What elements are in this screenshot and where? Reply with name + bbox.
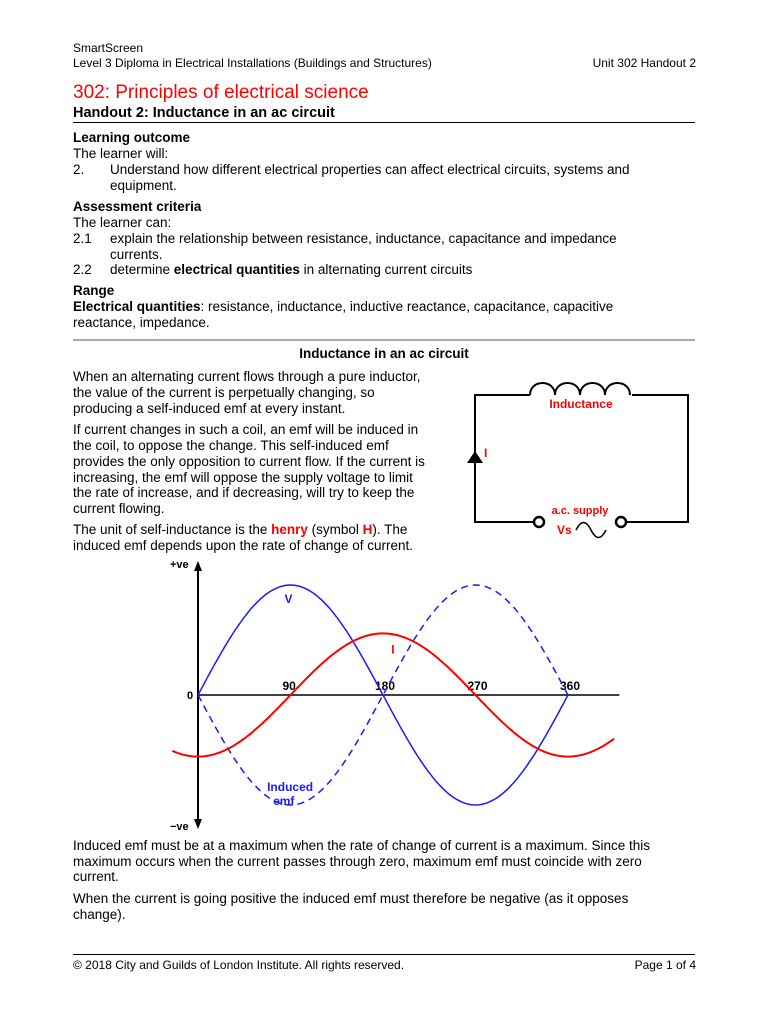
inductor-coil-icon (530, 383, 630, 395)
para2-line: the coil, to oppose the change. This self-induced emf (73, 438, 389, 453)
para2-line: current flowing. (73, 501, 165, 516)
outcome-number: 2. (73, 162, 85, 177)
x-tick-label: 360 (560, 679, 581, 693)
footer-page-number: Page 1 of 4 (634, 958, 696, 972)
para3-line2: induced emf depends upon the rate of change of current. (73, 538, 413, 553)
para2-line: increasing, the emf will oppose the supply voltage to limit (73, 470, 413, 485)
criterion-text-line1: explain the relationship between resistance, inductance, capacitance and impedance (110, 231, 617, 246)
electrical-quantities-term: electrical quantities (173, 262, 300, 277)
footer-rule (73, 954, 695, 955)
outcome-text-line2: equipment. (110, 178, 177, 193)
outcome-text-line1: Understand how different electrical properties can affect electrical circuits, systems and (110, 162, 630, 177)
para2-line: If current changes in such a coil, an emf will be induced in (73, 422, 419, 437)
voltage-series-label: V (284, 592, 293, 606)
para2-line: provides the only opposition to current flow. If the current is (73, 454, 425, 469)
vs-label: Vs (557, 523, 572, 537)
y-axis-arrow-up-icon (194, 561, 202, 571)
range-text-line1: Electrical quantities: resistance, inductance, inductive reactance, capacitance, capacitive (73, 299, 614, 314)
henry-term: henry (271, 522, 308, 537)
y-axis-label-negative: −ve (170, 821, 189, 833)
range-text-line2: reactance, impedance. (73, 315, 210, 330)
learning-outcome-intro: The learner will: (73, 146, 169, 161)
para4-line: Induced emf must be at a maximum when the rate of change of current is a maximum. Since this (73, 838, 651, 853)
inductance-label: Inductance (549, 397, 613, 411)
assessment-heading: Assessment criteria (73, 199, 202, 214)
criterion-number: 2.2 (73, 262, 92, 277)
supply-terminal-left (534, 517, 544, 527)
criterion-text: determine electrical quantities in alternating current circuits (110, 262, 473, 277)
criterion-number: 2.1 (73, 231, 92, 246)
para1-line: When an alternating current flows through a pure inductor, (73, 369, 421, 384)
origin-label: 0 (187, 690, 194, 702)
x-tick-label: 180 (375, 679, 396, 693)
para5-line: When the current is going positive the induced emf must therefore be negative (as it opposes (73, 891, 629, 906)
para1-line: producing a self-induced emf at every instant. (73, 401, 346, 416)
header-course: Level 3 Diploma in Electrical Installations (Buildings and Structures) (73, 56, 432, 70)
current-label: I (484, 446, 488, 460)
para2-line: the rate of increase, and if decreasing, will try to keep the (73, 485, 415, 500)
assessment-intro: The learner can: (73, 215, 172, 230)
footer-copyright: © 2018 City and Guilds of London Institute. All rights reserved. (73, 958, 405, 972)
supply-terminal-right (616, 517, 626, 527)
learning-outcome-heading: Learning outcome (73, 130, 191, 145)
supply-label: a.c. supply (551, 505, 609, 517)
henry-symbol: H (362, 522, 373, 537)
title-rule (73, 122, 695, 123)
circuit-wire-right (622, 395, 688, 522)
section-heading: Inductance in an ac circuit (299, 346, 469, 361)
y-axis-label-positive: +ve (170, 559, 189, 571)
para4-line: current. (73, 869, 119, 884)
x-tick-label: 270 (467, 679, 488, 693)
y-axis-arrow-down-icon (194, 819, 202, 829)
induced-emf-label-line2: emf (273, 794, 295, 809)
para5-line: change). (73, 907, 126, 922)
header-unit: Unit 302 Handout 2 (592, 56, 696, 70)
ac-sine-icon (576, 523, 606, 538)
header-brand: SmartScreen (73, 41, 144, 55)
para4-line: maximum occurs when the current passes through zero, maximum emf must coincide with zero (73, 854, 642, 869)
criterion-text-line2: currents. (110, 247, 163, 262)
para1-line: the value of the current is perpetually changing, so (73, 385, 375, 400)
x-tick-label: 90 (282, 679, 296, 693)
para3-line1: The unit of self-inductance is the henry (symbol H). The (73, 522, 408, 537)
current-arrow-icon (467, 451, 483, 463)
current-series-label: I (391, 642, 395, 657)
section-rule (73, 339, 695, 341)
waveform-chart (160, 555, 620, 835)
range-heading: Range (73, 283, 115, 298)
inductor-circuit-diagram (460, 375, 700, 545)
page-subtitle: Handout 2: Inductance in an ac circuit (73, 105, 335, 121)
induced-emf-label-line1: Induced (267, 780, 314, 795)
page-title: 302: Principles of electrical science (73, 82, 369, 103)
